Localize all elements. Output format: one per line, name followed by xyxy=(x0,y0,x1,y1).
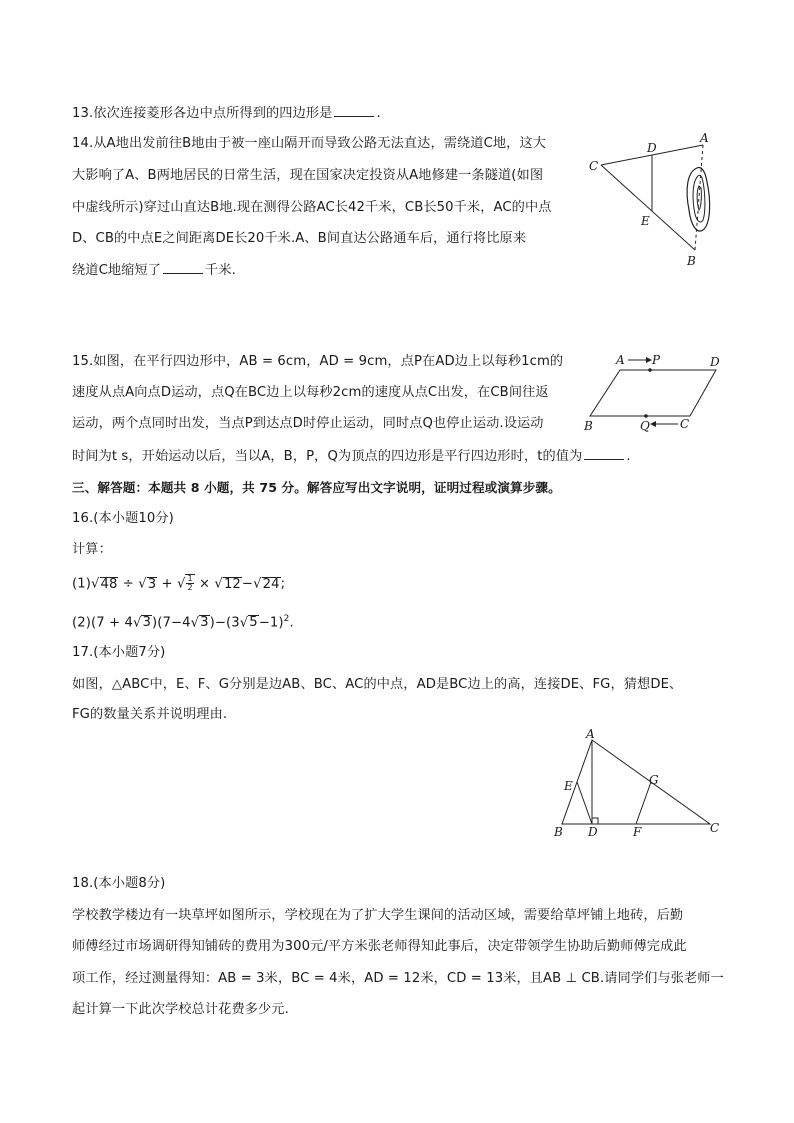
q15-arrowhead-Q xyxy=(650,421,656,427)
q16-p1-end: ; xyxy=(280,576,286,592)
q14-label-E: E xyxy=(641,214,650,228)
q14-label-B: B xyxy=(687,254,696,268)
section-3-heading: 三、解答题：本题共 8 小题，共 75 分。解答应写出文字说明，证明过程或演算步骤。 xyxy=(72,480,561,495)
q18-line-1: 学校教学楼边有一块草坪如图所示，学校现在为了扩大学生课间的活动区域，需要给草坪铺上地砖，后勤 xyxy=(72,908,684,923)
q17-label-C: C xyxy=(710,821,720,835)
mountain-outline-mid xyxy=(693,175,705,222)
q16-p1-sqrt-48: 48 xyxy=(100,576,118,592)
q16-part-2: $(2)(7 + 4√3)(7-4√3)-(3√5-1)^2$. xyxy=(72,614,294,631)
q15-label-A: A xyxy=(616,353,625,367)
q18-line-4: 起计算一下此次学校总计花费多少元. xyxy=(72,1002,289,1017)
q18-line-3: 项工作，经过测量得知：AB = 3米，BC = 4米，AD = 12米，CD = 13米，且AB ⊥ CB.请同学们与张老师一 xyxy=(72,971,724,986)
q15-label-B: B xyxy=(584,419,593,433)
q16-title: 16.(本小题10分) xyxy=(72,511,174,526)
q15-point-P xyxy=(648,368,652,372)
q15-line-2: 速度从点A向点D运动，点Q在BC边上以每秒2cm的速度从点C出发，在CB间往返 xyxy=(72,385,549,400)
q13-answer-blank[interactable] xyxy=(334,104,374,117)
q16-p2-exponent: 2 xyxy=(283,614,290,624)
q16-p1-sqrt-24: 24 xyxy=(262,576,280,592)
q14-line-5b: 千米. xyxy=(205,263,236,278)
q16-p2-a: (7 + 4 xyxy=(90,615,133,631)
q16-p2-label: (2) xyxy=(72,615,91,631)
q16-p2-sqrt-3a: 3 xyxy=(142,615,151,631)
q15-line-1: 15.如图，在平行四边形中，AB = 6cm，AD = 9cm，点P在AD边上以每秒1cm的 xyxy=(72,354,564,369)
q14-label-C: C xyxy=(589,159,599,173)
q17-right-angle-mark xyxy=(592,818,598,824)
q14-figure xyxy=(585,130,735,270)
q16-p1-sqrt-12: 12 xyxy=(223,576,241,592)
q15-line-3: 运动，两个点同时出发，当点P到达点D时停止运动，同时点Q也停止运动.设运动 xyxy=(72,416,544,431)
q15-point-Q xyxy=(644,414,648,418)
q14-line-5a: 绕道C地缩短了 xyxy=(72,263,162,278)
q15-label-P: P xyxy=(652,353,661,367)
q14-label-D: D xyxy=(647,141,657,155)
q14-line-2: 大影响了A、B两地居民的日常生活，现在国家决定投资从A地修建一条隧道(如图 xyxy=(72,168,544,183)
q15-answer-blank[interactable] xyxy=(584,447,624,460)
q16-p1-sqrt-3: 3 xyxy=(147,576,157,592)
q15-line-4b: . xyxy=(626,449,631,464)
q15-label-D: D xyxy=(710,355,720,369)
q16-p1-op3: × xyxy=(194,576,215,592)
q13-line xyxy=(72,104,381,123)
q14-answer-blank[interactable] xyxy=(163,261,203,274)
q16-part-1: (1)√48 ÷ √3 + √ $\frac{1}{2}$ × √12−√24; xyxy=(72,574,286,592)
q17-label-A: A xyxy=(586,727,595,741)
q15-label-Q: Q xyxy=(640,419,650,433)
q16-p1-fraction xyxy=(186,575,193,592)
q14-line-3: 中虚线所示)穿过山直达B地.现在测得公路AC长42千米，CB长50千米，AC的中点 xyxy=(72,200,552,215)
q16-p1-op4: − xyxy=(241,576,254,592)
q16-p2-d: −1) xyxy=(258,615,284,631)
q17-figure xyxy=(552,728,732,843)
q16-p1-frac-den: 2 xyxy=(187,583,193,592)
q18-title: 18.(本小题8分) xyxy=(72,876,166,891)
q15-line-4a: 时间为t s，开始运动以后，当以A，B，P，Q为顶点的四边形是平行四边形时，t的值为 xyxy=(72,449,583,464)
q16-p1-sqrt-half xyxy=(185,574,194,592)
q14-seg-CB xyxy=(601,165,695,250)
q17-line-2: FG的数量关系并说明理由. xyxy=(72,707,228,722)
q14-line-1: 14.从A地出发前往B地由于被一座山隔开而导致公路无法直达，需绕道C地，这大 xyxy=(72,136,547,151)
q14-line-5 xyxy=(72,261,236,280)
q13-tail: . xyxy=(376,106,381,121)
q16-p2-b: )(7−4 xyxy=(151,615,191,631)
q14-line-4: D、CB的中点E之间距离DE长20千米.A、B间直达公路通车后，通行将比原来 xyxy=(72,231,527,246)
q15-parallelogram xyxy=(590,370,716,416)
q14-label-A: A xyxy=(700,131,709,145)
q16-p1-op1: ÷ xyxy=(118,576,139,592)
q13-text: 13.依次连接菱形各边中点所得到的四边形是 xyxy=(72,106,333,121)
q17-label-G: G xyxy=(649,773,659,787)
q16-p1-label: (1) xyxy=(72,576,91,592)
q17-label-F: F xyxy=(633,825,642,839)
q15-figure xyxy=(580,348,730,438)
q17-triangle-ABC xyxy=(562,740,710,824)
q16-p1-op2: + xyxy=(157,576,177,592)
q17-label-B: B xyxy=(554,825,563,839)
q16-prompt: 计算： xyxy=(72,542,112,557)
q18-line-2: 师傅经过市场调研得知铺砖的费用为300元/平方米张老师得知此事后，决定带领学生协助后勤师傅完成此 xyxy=(72,939,687,954)
q17-title: 17.(本小题7分) xyxy=(72,645,166,660)
q15-line-4 xyxy=(72,447,631,466)
q16-p2-end: . xyxy=(289,615,294,631)
q17-line-1: 如图，△ABC中，E、F、G分别是边AB、BC、AC的中点，AD是BC边上的高，连接DE、FG，猜想DE、 xyxy=(72,677,683,692)
q17-seg-DE xyxy=(577,782,592,824)
q16-p2-sqrt-3b: 3 xyxy=(200,615,209,631)
q17-seg-FG xyxy=(636,782,651,824)
q16-p2-sqrt-5: 5 xyxy=(249,615,258,631)
q17-label-E: E xyxy=(564,779,573,793)
q16-p2-c: )−(3 xyxy=(209,615,240,631)
q16-p1-frac-num: 1 xyxy=(187,574,193,583)
q17-label-D: D xyxy=(588,825,598,839)
q15-label-C: C xyxy=(680,417,690,431)
